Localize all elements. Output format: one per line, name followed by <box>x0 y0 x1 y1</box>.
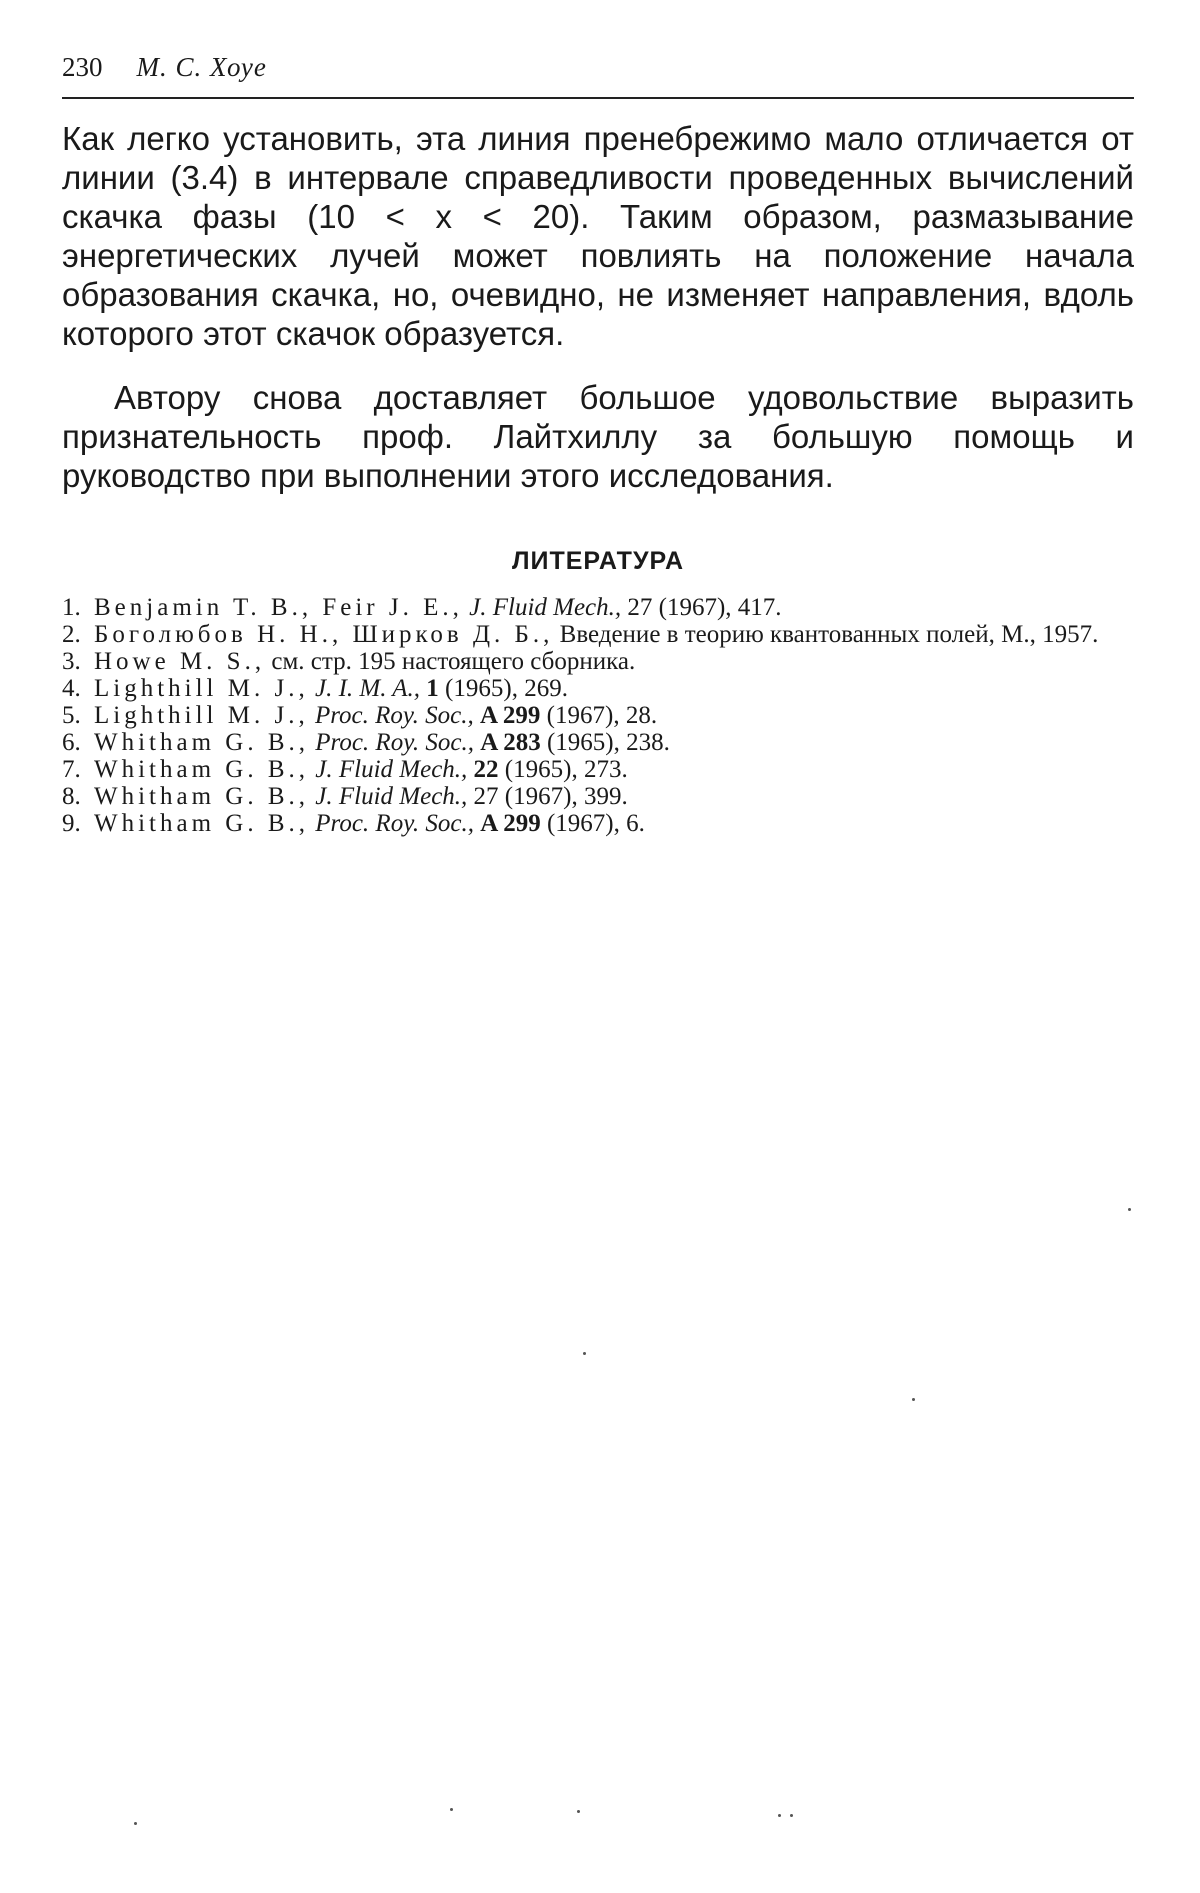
reference-item <box>62 675 1134 702</box>
reference-number: 1. <box>62 594 81 621</box>
page-header <box>62 52 1134 99</box>
reference-item <box>62 729 1134 756</box>
reference-rest: (1965), 238. <box>546 729 670 756</box>
reference-volume: 27 <box>473 783 499 810</box>
reference-journal: J. Fluid Mech., <box>315 783 468 810</box>
reference-authors: Lighthill M. J., <box>94 702 309 729</box>
reference-number: 4. <box>62 675 81 702</box>
scan-speck <box>583 1352 586 1355</box>
reference-item <box>62 810 1134 837</box>
reference-authors: Howe M. S., <box>94 648 266 675</box>
page-number: 230 <box>62 52 103 82</box>
reference-item <box>62 783 1134 810</box>
reference-volume: 27 <box>627 594 653 621</box>
reference-rest: (1965), 273. <box>504 756 628 783</box>
reference-journal: J. I. M. A., <box>314 675 421 702</box>
reference-rest: (1967), 28. <box>546 702 658 729</box>
reference-journal: Proc. Roy. Soc., <box>314 702 474 729</box>
reference-authors: Benjamin T. B., Feir J. E., <box>94 594 463 621</box>
reference-number: 7. <box>62 756 81 783</box>
body-text <box>62 119 1134 495</box>
reference-rest: Введение в теорию квантованных полей, М., 1957. <box>559 621 1099 648</box>
reference-item <box>62 702 1134 729</box>
reference-item <box>62 594 1134 621</box>
reference-volume: A 299 <box>479 702 541 729</box>
reference-rest: (1967), 399. <box>504 783 628 810</box>
reference-number: 3. <box>62 648 81 675</box>
reference-volume: 1 <box>426 675 439 702</box>
scan-speck <box>790 1814 793 1817</box>
reference-rest: (1967), 417. <box>658 594 782 621</box>
reference-authors: Lighthill M. J., <box>94 675 309 702</box>
reference-number: 8. <box>62 783 81 810</box>
reference-authors: Whitham G. B., <box>94 810 310 837</box>
reference-journal: J. Fluid Mech., <box>469 594 622 621</box>
reference-number: 6. <box>62 729 81 756</box>
running-head: М. С. Хоуе <box>136 52 267 82</box>
reference-item <box>62 648 1134 675</box>
reference-volume: A 299 <box>480 810 541 837</box>
scan-speck <box>134 1822 137 1825</box>
reference-item <box>62 621 1134 648</box>
reference-authors: Whitham G. B., <box>94 729 310 756</box>
reference-rest: (1965), 269. <box>445 675 568 702</box>
paragraph: Как легко установить, эта линия пренебрежимо мало отличается от линии (3.4) в интервале справедливости проведенных вычислений скачка фазы (10 < x < 20). Таким образом, размазывание энергетических лучей может повлиять на положение начала образования скачка, но, очевидно, не изменяет направления, вдоль которого этот скачок образуется. <box>62 120 1134 352</box>
reference-volume: A 283 <box>480 729 541 756</box>
scan-speck <box>778 1814 781 1817</box>
reference-rest: см. стр. 195 настоящего сборника. <box>271 648 636 675</box>
reference-item <box>62 756 1134 783</box>
scan-speck <box>912 1398 915 1401</box>
scan-speck <box>577 1810 580 1813</box>
reference-authors: Whitham G. B., <box>94 756 310 783</box>
reference-journal: Proc. Roy. Soc., <box>315 729 475 756</box>
reference-journal: J. Fluid Mech., <box>315 756 468 783</box>
reference-rest: (1967), 6. <box>546 810 645 837</box>
reference-number: 2. <box>62 621 81 648</box>
reference-authors: Боголюбов Н. Н., Ширков Д. Б., <box>94 621 554 648</box>
page <box>62 52 1134 837</box>
scan-speck <box>450 1808 453 1811</box>
reference-number: 5. <box>62 702 81 729</box>
scan-speck <box>1128 1208 1131 1211</box>
references-heading: ЛИТЕРАТУРА <box>511 547 685 575</box>
reference-authors: Whitham G. B., <box>94 783 310 810</box>
reference-volume: 22 <box>473 756 499 783</box>
reference-number: 9. <box>62 810 81 837</box>
reference-list <box>62 594 1134 837</box>
acknowledgement-paragraph: Автору снова доставляет большое удовольствие выразить признательность проф. Лайтхиллу за большую помощь и руководство при выполнении этого исследования. <box>62 379 1134 494</box>
reference-journal: Proc. Roy. Soc., <box>315 810 475 837</box>
